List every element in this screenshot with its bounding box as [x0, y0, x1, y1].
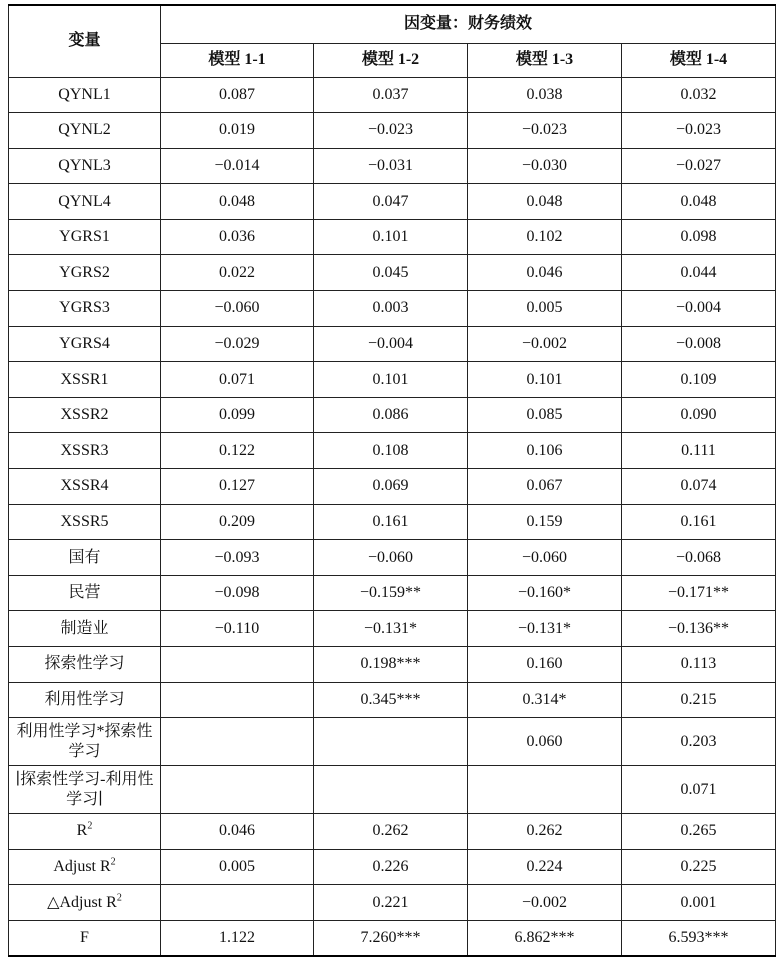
table-row: [9, 291, 776, 327]
coefficient-cell: [161, 718, 314, 766]
variable-label-text: △Adjust R: [47, 893, 117, 911]
variable-label: [9, 814, 161, 850]
coefficient-cell: 0.046: [468, 255, 622, 291]
coefficient-cell: 0.022: [161, 255, 314, 291]
coefficient-cell: 0.037: [314, 77, 468, 113]
coefficient-cell: [314, 766, 468, 814]
coefficient-cell: 0.161: [314, 504, 468, 540]
variable-label: XSSR5: [9, 504, 161, 540]
variable-label: XSSR3: [9, 433, 161, 469]
coefficient-cell: 0.198***: [314, 647, 468, 683]
coefficient-cell: 0.113: [622, 647, 776, 683]
variable-label-text: R: [76, 822, 88, 840]
coefficient-cell: −0.171**: [622, 575, 776, 611]
variable-header: 变量: [9, 5, 161, 77]
coefficient-cell: 0.101: [468, 362, 622, 398]
coefficient-cell: 0.215: [622, 682, 776, 718]
table-row: [9, 540, 776, 576]
coefficient-cell: −0.159**: [314, 575, 468, 611]
coefficient-cell: −0.131*: [314, 611, 468, 647]
variable-label: [9, 849, 161, 885]
coefficient-cell: 0.345***: [314, 682, 468, 718]
coefficient-cell: 0.224: [468, 849, 622, 885]
coefficient-cell: −0.060: [161, 291, 314, 327]
table-row: [9, 766, 776, 814]
variable-label: YGRS1: [9, 219, 161, 255]
table-row: [9, 113, 776, 149]
coefficient-cell: 0.048: [622, 184, 776, 220]
variable-label: 利用性学习: [9, 682, 161, 718]
coefficient-cell: 0.071: [161, 362, 314, 398]
coefficient-cell: −0.060: [468, 540, 622, 576]
table-row: [9, 184, 776, 220]
coefficient-cell: 0.160: [468, 647, 622, 683]
coefficient-cell: 0.019: [161, 113, 314, 149]
table-row: [9, 433, 776, 469]
coefficient-cell: 0.048: [161, 184, 314, 220]
variable-label: YGRS2: [9, 255, 161, 291]
coefficient-cell: −0.031: [314, 148, 468, 184]
coefficient-cell: 0.265: [622, 814, 776, 850]
coefficient-cell: −0.029: [161, 326, 314, 362]
coefficient-cell: −0.060: [314, 540, 468, 576]
variable-label: 民营: [9, 575, 161, 611]
coefficient-cell: 0.085: [468, 397, 622, 433]
coefficient-cell: −0.093: [161, 540, 314, 576]
coefficient-cell: 0.069: [314, 469, 468, 505]
coefficient-cell: 0.101: [314, 219, 468, 255]
variable-label: YGRS4: [9, 326, 161, 362]
table-row: [9, 362, 776, 398]
coefficient-cell: −0.136**: [622, 611, 776, 647]
variable-label: ∣探索性学习-利用性学习∣: [9, 766, 161, 814]
variable-label: 国有: [9, 540, 161, 576]
coefficient-cell: [161, 682, 314, 718]
coefficient-cell: −0.068: [622, 540, 776, 576]
coefficient-cell: 0.099: [161, 397, 314, 433]
table-row: [9, 814, 776, 850]
coefficient-cell: −0.004: [314, 326, 468, 362]
coefficient-cell: 0.087: [161, 77, 314, 113]
coefficient-cell: −0.030: [468, 148, 622, 184]
coefficient-cell: −0.004: [622, 291, 776, 327]
table-row: [9, 611, 776, 647]
coefficient-cell: 0.161: [622, 504, 776, 540]
superscript: 2: [87, 821, 93, 833]
coefficient-cell: −0.014: [161, 148, 314, 184]
coefficient-cell: [468, 766, 622, 814]
coefficient-cell: [161, 766, 314, 814]
coefficient-cell: −0.098: [161, 575, 314, 611]
coefficient-cell: 6.593***: [622, 920, 776, 956]
coefficient-cell: −0.027: [622, 148, 776, 184]
table-row: [9, 885, 776, 921]
regression-table: [8, 4, 776, 957]
coefficient-cell: −0.131*: [468, 611, 622, 647]
table-row: [9, 219, 776, 255]
table-body: [9, 77, 776, 956]
coefficient-cell: 0.314*: [468, 682, 622, 718]
coefficient-cell: 0.111: [622, 433, 776, 469]
table-row: [9, 682, 776, 718]
coefficient-cell: 0.090: [622, 397, 776, 433]
coefficient-cell: 0.098: [622, 219, 776, 255]
coefficient-cell: 0.071: [622, 766, 776, 814]
coefficient-cell: 0.001: [622, 885, 776, 921]
coefficient-cell: 0.226: [314, 849, 468, 885]
coefficient-cell: −0.008: [622, 326, 776, 362]
table-row: [9, 647, 776, 683]
variable-label: F: [9, 920, 161, 956]
coefficient-cell: 0.048: [468, 184, 622, 220]
table-row: [9, 148, 776, 184]
coefficient-cell: 0.036: [161, 219, 314, 255]
coefficient-cell: 7.260***: [314, 920, 468, 956]
coefficient-cell: −0.002: [468, 326, 622, 362]
coefficient-cell: 0.005: [468, 291, 622, 327]
coefficient-cell: 0.262: [314, 814, 468, 850]
dependent-variable-header: 因变量：财务绩效: [161, 5, 776, 43]
coefficient-cell: 0.221: [314, 885, 468, 921]
coefficient-cell: 0.038: [468, 77, 622, 113]
table-row: [9, 849, 776, 885]
variable-label: XSSR4: [9, 469, 161, 505]
coefficient-cell: 0.101: [314, 362, 468, 398]
coefficient-cell: −0.002: [468, 885, 622, 921]
coefficient-cell: 0.102: [468, 219, 622, 255]
coefficient-cell: 0.074: [622, 469, 776, 505]
coefficient-cell: 0.003: [314, 291, 468, 327]
variable-label: [9, 885, 161, 921]
coefficient-cell: [314, 718, 468, 766]
coefficient-cell: 0.159: [468, 504, 622, 540]
variable-label: 利用性学习*探索性学习: [9, 718, 161, 766]
coefficient-cell: 0.067: [468, 469, 622, 505]
coefficient-cell: [161, 885, 314, 921]
table-row: [9, 575, 776, 611]
variable-label: YGRS3: [9, 291, 161, 327]
table-row: [9, 920, 776, 956]
coefficient-cell: 1.122: [161, 920, 314, 956]
coefficient-cell: −0.160*: [468, 575, 622, 611]
model-header: 模型 1-1: [161, 43, 314, 77]
table-row: [9, 326, 776, 362]
superscript: 2: [110, 856, 116, 868]
coefficient-cell: −0.023: [314, 113, 468, 149]
coefficient-cell: 0.122: [161, 433, 314, 469]
variable-label: XSSR2: [9, 397, 161, 433]
header-row-1: [9, 5, 776, 43]
variable-label-text: Adjust R: [53, 858, 111, 876]
variable-label: QYNL3: [9, 148, 161, 184]
table-row: [9, 77, 776, 113]
table-row: [9, 255, 776, 291]
coefficient-cell: 0.044: [622, 255, 776, 291]
table-row: [9, 397, 776, 433]
coefficient-cell: −0.023: [622, 113, 776, 149]
table-row: [9, 504, 776, 540]
coefficient-cell: 0.047: [314, 184, 468, 220]
variable-label: QYNL2: [9, 113, 161, 149]
model-header: 模型 1-4: [622, 43, 776, 77]
coefficient-cell: 0.005: [161, 849, 314, 885]
table-row: [9, 469, 776, 505]
variable-label: 探索性学习: [9, 647, 161, 683]
variable-label: QYNL1: [9, 77, 161, 113]
coefficient-cell: −0.023: [468, 113, 622, 149]
coefficient-cell: 0.046: [161, 814, 314, 850]
coefficient-cell: 0.108: [314, 433, 468, 469]
model-header: 模型 1-2: [314, 43, 468, 77]
coefficient-cell: 0.225: [622, 849, 776, 885]
table-row: [9, 718, 776, 766]
coefficient-cell: [161, 647, 314, 683]
coefficient-cell: 0.045: [314, 255, 468, 291]
coefficient-cell: 0.106: [468, 433, 622, 469]
variable-label: 制造业: [9, 611, 161, 647]
coefficient-cell: 0.127: [161, 469, 314, 505]
superscript: 2: [116, 892, 122, 904]
coefficient-cell: 0.086: [314, 397, 468, 433]
model-header: 模型 1-3: [468, 43, 622, 77]
coefficient-cell: 0.060: [468, 718, 622, 766]
coefficient-cell: 0.209: [161, 504, 314, 540]
coefficient-cell: 0.203: [622, 718, 776, 766]
coefficient-cell: 6.862***: [468, 920, 622, 956]
coefficient-cell: 0.109: [622, 362, 776, 398]
variable-label: QYNL4: [9, 184, 161, 220]
variable-label: XSSR1: [9, 362, 161, 398]
coefficient-cell: −0.110: [161, 611, 314, 647]
coefficient-cell: 0.032: [622, 77, 776, 113]
coefficient-cell: 0.262: [468, 814, 622, 850]
